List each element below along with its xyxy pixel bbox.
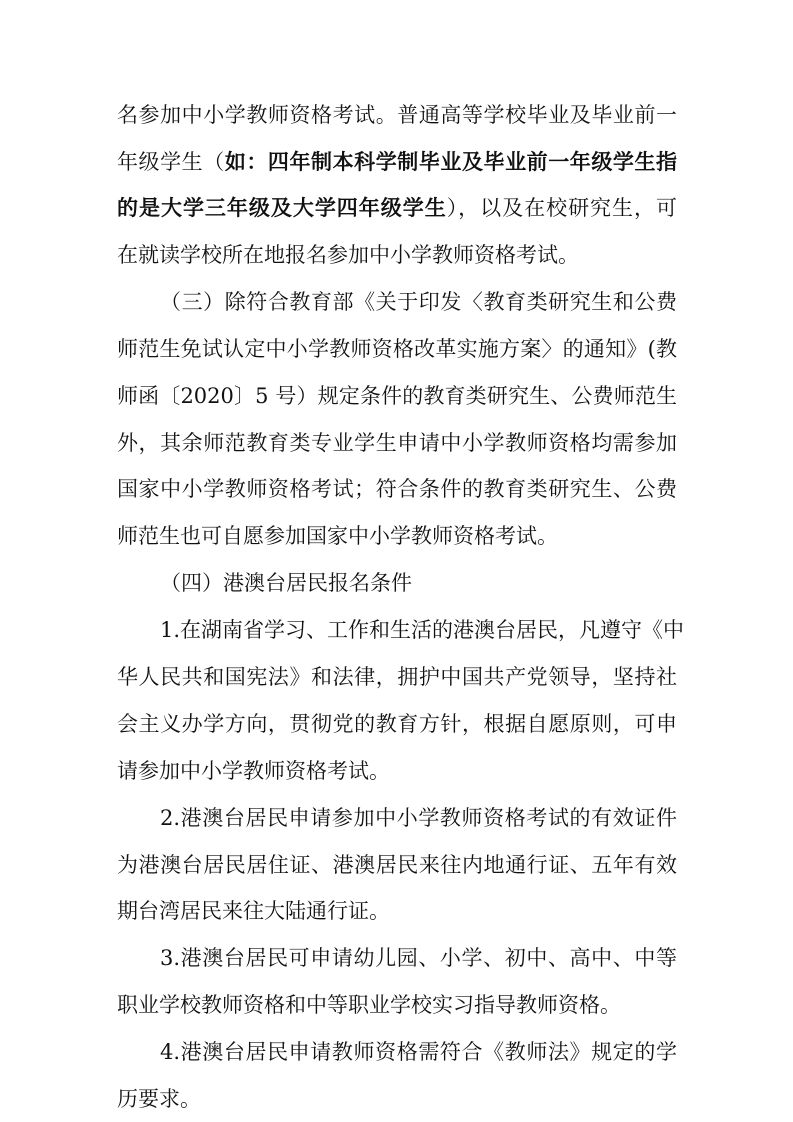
text-line: 历要求。 (117, 1087, 201, 1111)
paragraph-first-line: 3.港澳台居民可申请幼儿园、小学、初中、高中、中等 (160, 946, 677, 970)
text-line: 国家中小学教师资格考试；符合条件的教育类研究生、公费 (117, 477, 677, 501)
text-line: 为港澳台居民居住证、港澳居民来往内地通行证、五年有效 (117, 853, 677, 877)
text-line: 请参加中小学教师资格考试。 (117, 759, 390, 783)
text-line: 师函〔2020〕5 号）规定条件的教育类研究生、公费师范生 (117, 384, 677, 408)
text-line: 会主义办学方向，贯彻党的教育方针，根据自愿原则，可申 (117, 712, 677, 736)
text-line: 在就读学校所在地报名参加中小学教师资格考试。 (117, 243, 579, 267)
text-run: 年级学生（ (117, 150, 225, 174)
text-line: 师范生也可自愿参加国家中小学教师资格考试。 (117, 524, 558, 548)
paragraph-first-line: 2.港澳台居民申请参加中小学教师资格考试的有效证件 (160, 806, 677, 830)
bold-text-run: 的是大学三年级及大学四年级学生 (117, 196, 447, 220)
text-line: 华人民共和国宪法》和法律，拥护中国共产党领导，坚持社 (117, 665, 677, 689)
text-line: 师范生免试认定中小学教师资格改革实施方案〉的通知》(教 (117, 337, 677, 361)
text-line-mixed (117, 142, 677, 182)
text-line: 名参加中小学教师资格考试。普通高等学校毕业及毕业前一 (117, 103, 677, 127)
bold-text-run: 如：四年制本科学制毕业及毕业前一年级学生指 (224, 150, 678, 174)
text-run: ），以及在校研究生，可 (446, 196, 678, 220)
section-heading: （四）港澳台居民报名条件 (160, 571, 412, 595)
text-line: 期台湾居民来往大陆通行证。 (117, 899, 390, 923)
text-line: 职业学校教师资格和中等职业学校实习指导教师资格。 (117, 993, 621, 1017)
text-line-mixed (117, 188, 677, 228)
paragraph-first-line: 4.港澳台居民申请教师资格需符合《教师法》规定的学 (160, 1040, 677, 1064)
text-line: 外，其余师范教育类专业学生申请中小学教师资格均需参加 (117, 431, 677, 455)
paragraph-first-line: 1.在湖南省学习、工作和生活的港澳台居民，凡遵守《中 (160, 618, 685, 642)
paragraph-first-line: （三）除符合教育部《关于印发〈教育类研究生和公费 (160, 290, 677, 314)
